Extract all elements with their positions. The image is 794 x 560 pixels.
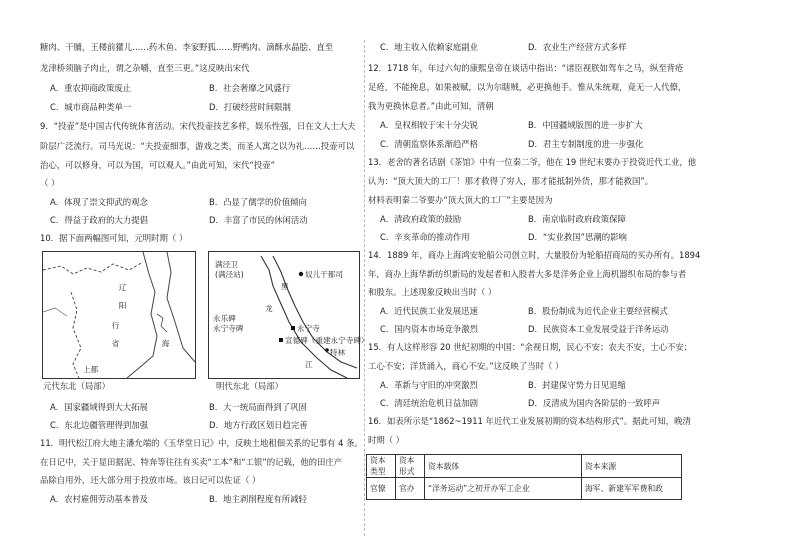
header-text: 类型 (370, 467, 386, 476)
q8-option-c: C．城市商品种类单一 (50, 102, 132, 112)
q11-option-b: B．地主剥削程度有所减轻 (209, 494, 307, 504)
q7-text-line: 糖肉、干脯，王楼前獾儿……药木鱼、李家野狐……野鸭肉、滴酥水晶脍、直至 (40, 42, 334, 52)
map2-label-hei: 黑 (281, 282, 289, 291)
header-text: 资本 (399, 456, 415, 465)
map2-label-weisuo-sub: (满泾站) (215, 270, 244, 279)
table-row (367, 478, 682, 500)
q13-option-b: B．南京临时政府政策保障 (528, 214, 626, 224)
q12-option-a: A．皇权相较于宋十分尖锐 (380, 120, 478, 130)
q8-option-b: B．社会奢靡之风盛行 (209, 83, 291, 93)
map1-label-shangdu: 上都 (83, 365, 99, 374)
q15-stem: 15．有人这样形容 20 世纪初期的中国：“余视日期，民心不安；农夫不安，士心不安； (368, 342, 693, 352)
header-text: 形式 (399, 467, 415, 476)
map2-label-yongle-stele: 永乐碑 (213, 314, 236, 323)
q14-stem: 和股东。上述现象反映出当时（ ） (368, 287, 497, 297)
q13-stem: 材料表明秦二爷要办“顶大顶大的工厂”主要是因为 (368, 195, 553, 205)
q15-stem: 工心不安；洋货涌入，商心不安。”这反映了当时（ ） (368, 361, 564, 371)
map2-label-telin: 特林 (330, 348, 346, 357)
q12-option-d: D．君主专制制度的进一步强化 (528, 139, 644, 149)
q12-stem: 12．1718 年，年过六旬的康熙皇帝在谈话中指出：“诸臣视朕如驾车之马，纵至背疮 (368, 63, 684, 73)
q15-option-d: D．反清成为国内各阶层的一致呼声 (528, 398, 661, 408)
q11-option-c: C．地主收入依赖家庭副业 (380, 42, 478, 52)
q13-option-c: C．辛亥革命的推动作用 (380, 232, 470, 242)
capital-structure-table (366, 454, 682, 500)
table-header-cell: 资本来源 (582, 455, 682, 478)
q9-option-a: A．体现了崇文抑武的观念 (50, 197, 148, 207)
table-cell: 官办 (396, 478, 425, 500)
q13-option-a: A．清政府政策的鼓励 (380, 214, 462, 224)
map2-label-jiang: 江 (305, 360, 313, 369)
q8-option-d: D．打破经营时间限制 (209, 102, 291, 112)
q12-option-b: B．中国疆域版图的进一步扩大 (528, 120, 643, 130)
q12-stem: 足疮，不能挽息，如果被赋，以为尔瞎贼，必更换他手。惟从朱统观，竟无一人代僚， (368, 82, 687, 92)
q12-stem: 我为更换休息者。”由此可知，清朝 (368, 101, 494, 111)
q10-option-d: D．地方行政区划日趋完善 (209, 420, 308, 430)
q14-stem: 年，商办上海华新纺织新局的发起者和入股者大多是洋务企业上海机器织布局的参与者 (368, 269, 687, 279)
q9-stem: 治心，可以修身，可以为国，可以观人。”由此可知，宋代“投壶” (40, 160, 275, 170)
q10-stem: 10．据下面两幅图可知，元明时期（ ） (40, 233, 188, 243)
table-cell: “洋务运动”之初开办军工企业 (425, 478, 582, 500)
map1-label-hai: 海 (161, 339, 170, 348)
q9-option-c: C．得益于政府的大力提倡 (50, 215, 148, 225)
q14-option-b: B．股份制成为近代企业主要经营模式 (528, 306, 668, 316)
map2-label-nurgan: 奴儿干都司 (305, 270, 343, 279)
map1-label-xing: 行 (111, 321, 120, 330)
map2-label-xuande-stele: 宣德碑（重建永宁寺碑） (285, 336, 369, 345)
q7-text-line: 龙津桥须脑子肉止，谓之杂嚼，直至三更。”这反映出宋代 (40, 63, 250, 73)
map1-label-yang: 阳 (118, 301, 127, 310)
q14-option-d: D．民族资本工业发展受益于洋务运动 (528, 324, 669, 334)
q11-stem: 11．明代松江府大地主潘允端的《玉华堂日记》中，反映土地租佃关系的记事有 4 条。 (40, 438, 363, 448)
table-header-cell (367, 455, 396, 478)
q14-stem: 14．1889 年，商办上海鸿安轮船公司创立时，大量股份为轮船招商局的买办所有。1894 (368, 250, 701, 260)
q13-stem: 认为：“顶大顶大的工厂！那才救得了穷人，那才能抵制外货，那才能救国”。 (368, 176, 654, 186)
map2-label-weisuo: 满泾卫 (215, 260, 238, 269)
yuan-northeast-map (42, 251, 196, 379)
map2-caption: 明代东北（局部） (216, 381, 283, 391)
ming-northeast-map (208, 251, 369, 379)
map1-caption: 元代东北（局部） (43, 381, 110, 391)
q10-option-c: C．东北边疆管理得到加强 (50, 420, 148, 430)
q12-option-c: C．清朝监察体系渐趋严格 (380, 139, 478, 149)
header-text: 资本 (370, 456, 386, 465)
map2-label-yongning-stele: 永宁寺碑 (213, 324, 244, 333)
q14-option-a: A．近代民族工业发展迅速 (380, 306, 478, 316)
q9-stem: 9．“投壶”是中国古代传统体育活动。宋代投壶技艺多样，娱乐性强，日在文人士大夫 (40, 121, 356, 131)
map1-label-sheng: 省 (111, 339, 120, 348)
q13-option-d: D．“实业救国”思潮的影响 (528, 232, 627, 242)
q8-option-a: A．重农抑商政策废止 (50, 83, 132, 93)
q13-stem: 13．老舍的著名话剧《茶馆》中有一位秦二爷，他在 19 世纪末要办于投资近代工业，他 (368, 157, 697, 167)
q15-option-c: C．清廷统治危机日益加剧 (380, 398, 478, 408)
q9-stem: 阶层广泛流行。司马光说：“夫投壶细事，游戏之类，而圣人寓之以为礼……投壶可以 (40, 141, 355, 151)
table-header-cell (396, 455, 425, 478)
table-header-row (367, 455, 682, 478)
table-cell: 海军、新建军军费和政 (582, 478, 682, 500)
table-header-cell: 资本载体 (425, 455, 582, 478)
map2-label-yongning-temple: 永宁寺 (297, 324, 320, 333)
q11-stem: 品除自用外，还大部分用于投放市场。该日记可以佐证（ ） (40, 475, 261, 485)
table-cell: 官僚 (367, 478, 396, 500)
q15-option-b: B．封建保守势力日见退缩 (528, 380, 626, 390)
map2-label-long: 龙 (265, 304, 273, 313)
q16-stem: 16．如表所示是“1862~1911 年近代工业发展初期的资本结构形式”。据此可知，晚清 (368, 416, 691, 426)
q10-option-b: B．大一统局面得到了巩固 (209, 402, 307, 412)
q9-option-d: D．丰富了市民的休闲活动 (209, 215, 308, 225)
q14-option-c: C．国内资本市场竞争激烈 (380, 324, 478, 334)
q11-option-d: D．农业生产经营方式多样 (528, 42, 627, 52)
q16-stem: 时期（ ） (368, 435, 405, 445)
q11-stem: 在日记中，关于显田据泥、特奔等往往有买卖“工本”和“工银”的记载，他的田庄产 (40, 457, 343, 467)
q10-option-a: A．国家疆域得到大大拓展 (50, 402, 148, 412)
q9-answer-paren: （ ） (40, 178, 60, 188)
q11-option-a: A．农村雇佣劳动基本普及 (50, 494, 148, 504)
q15-option-a: A．革新与守旧的冲突激烈 (380, 380, 478, 390)
map1-label-liao: 辽 (118, 283, 127, 292)
column-divider (364, 40, 365, 536)
q9-option-b: B．凸显了儒学的价值倾向 (209, 197, 307, 207)
